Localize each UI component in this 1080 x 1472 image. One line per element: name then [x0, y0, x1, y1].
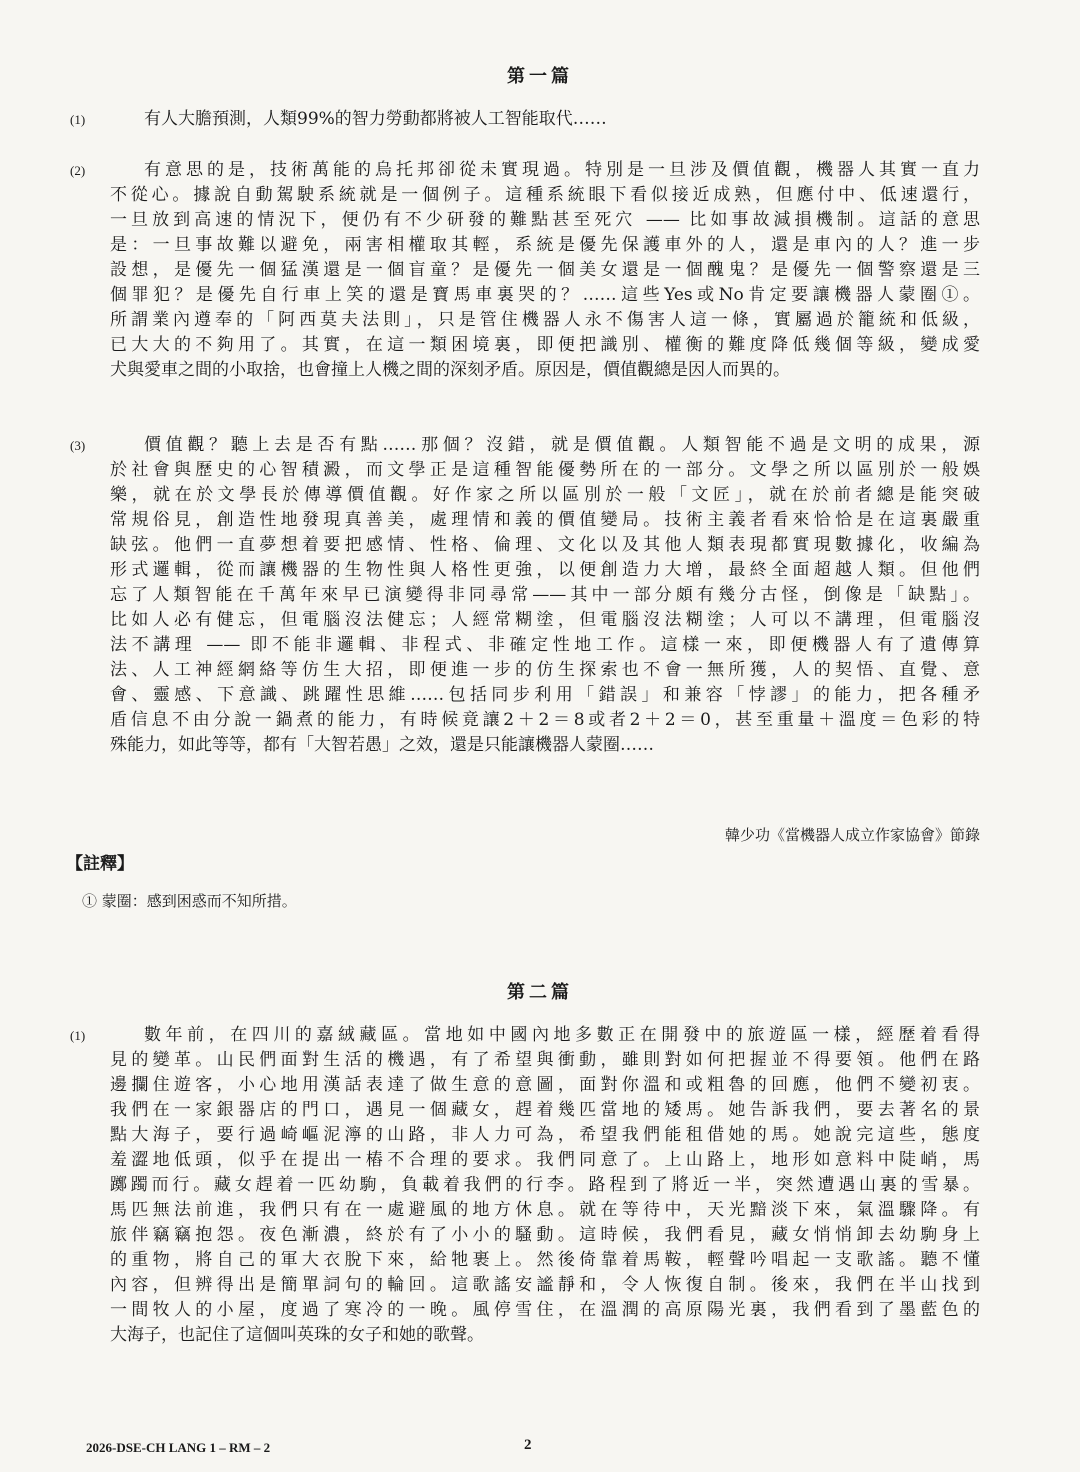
passage1-paragraph-2 — [70, 158, 980, 383]
paragraph-line: 形式邏輯，從而讓機器的生物性與人格性更強，以便創造力大增，最終全面超越人類。但他們 — [110, 560, 980, 580]
note-item: ① 蒙圈：感到困惑而不知所措。 — [82, 892, 297, 910]
paragraph-line: 我們在一家銀器店的門口，遇見一個藏女，趕着幾匹當地的矮馬。她告訴我們，要去著名的景 — [110, 1100, 980, 1120]
paragraph-line: 羞澀地低頭，似乎在提出一樁不合理的要求。我們同意了。上山路上，地形如意料中陡峭，馬 — [110, 1150, 980, 1170]
paragraph-line: 大海子，也記住了這個叫英珠的女子和她的歌聲。 — [110, 1325, 484, 1345]
paragraph-line: 盾信息不由分說一鍋煮的能力，有時候竟讓2＋2＝8或者2＋2＝0，甚至重量＋溫度＝色彩的特 — [110, 710, 980, 730]
passage1-title: 第一篇 — [507, 66, 573, 87]
paragraph-line: 一旦放到高速的情況下，便仍有不少研發的難點甚至死穴 —— 比如事故減損機制。這話的意思 — [110, 210, 980, 230]
paragraph-number: (3) — [70, 438, 86, 453]
paragraph-line: 常規俗見，創造性地發現真善美，處理情和義的價值變局。技術主義者看來恰恰是在這裏嚴重 — [110, 510, 980, 530]
paragraph-line: 內容，但辨得出是簡單詞句的輪回。這歌謠安謐靜和，令人恢復自制。後來，我們在半山找到 — [110, 1275, 980, 1295]
passage1-source: 韓少功《當機器人成立作家協會》節錄 — [724, 826, 980, 844]
paragraph-line: 點大海子，要行過崎嶇泥濘的山路，非人力可為，希望我們能租借她的馬。她說完這些，態度 — [110, 1125, 980, 1145]
paragraph-line: 數年前，在四川的嘉絨藏區。當地如中國內地多數正在開發中的旅遊區一樣，經歷着看得 — [144, 1025, 980, 1045]
paragraph-line: 馬匹無法前進，我們只有在一處避風的地方休息。就在等待中，天光黯淡下來，氣溫驟降。有 — [110, 1200, 980, 1220]
paragraph-line: 價值觀？聽上去是否有點……那個？沒錯，就是價值觀。人類智能不過是文明的成果，源 — [144, 435, 980, 455]
paragraph-line: 缺弦。他們一直夢想着要把感情、性格、倫理、文化以及其他人類表現都實現數據化，收編為 — [110, 535, 980, 555]
notes-title: 【註釋】 — [66, 854, 134, 874]
passage1-paragraph-3 — [70, 433, 980, 758]
paragraph-line: 旅伴竊竊抱怨。夜色漸濃，終於有了小小的騷動。這時候，我們看見，藏女悄悄卸去幼駒身上 — [110, 1225, 980, 1245]
paragraph-line: 見的變革。山民們面對生活的機遇，有了希望與衝動，雖則對如何把握並不得要領。他們在路 — [110, 1050, 980, 1070]
paragraph-line: 一間牧人的小屋，度過了寒冷的一晚。風停雪住，在溫潤的高原陽光裏，我們看到了墨藍色的 — [110, 1300, 980, 1320]
paragraph-line: 於社會與歷史的心智積澱，而文學正是這種智能優勢所在的一部分。文學之所以區別於一般娛 — [110, 460, 980, 480]
page-number: 2 — [524, 1437, 532, 1453]
paragraph-number: (2) — [70, 163, 86, 178]
paragraph-line: 法、人工神經網絡等仿生大招，即便進一步的仿生探索也不會一無所獲，人的契悟、直覺、意 — [110, 660, 980, 680]
paragraph-line: 有意思的是，技術萬能的烏托邦卻從未實現過。特別是一旦涉及價值觀，機器人其實一直力 — [144, 160, 980, 180]
passage2-paragraph-1 — [70, 1023, 980, 1348]
paragraph-line: 殊能力，如此等等，都有「大智若愚」之效，還是只能讓機器人蒙圈…… — [110, 735, 654, 755]
paragraph-line: 犬與愛車之間的小取捨，也會撞上人機之間的深刻矛盾。原因是，價值觀總是因人而異的。 — [110, 360, 790, 380]
exam-code: 2026-DSE-CH LANG 1 – RM – 2 — [86, 1440, 271, 1455]
paragraph-line: 樂，就在於文學長於傳導價值觀。好作家之所以區別於一般「文匠」，就在於前者總是能突破 — [110, 485, 980, 505]
passage1-paragraph-1 — [70, 107, 980, 132]
paragraph-number: (1) — [70, 112, 86, 127]
paragraph-line: 已大大的不夠用了。其實，在這一類困境裏，即便把識別、權衡的難度降低幾個等級，變成愛 — [110, 335, 980, 355]
paragraph-line: 所謂業內遵奉的「阿西莫夫法則」，只是管住機器人永不傷害人這一條，實屬過於籠統和低級， — [110, 310, 980, 330]
paragraph-line: 有人大膽預測，人類99%的智力勞動都將被人工智能取代…… — [144, 109, 607, 129]
paragraph-line: 邊攔住遊客，小心地用漢話表達了做生意的意圖，面對你溫和或粗魯的回應，他們不變初衷。 — [110, 1075, 980, 1095]
paragraph-line: 躑躅而行。藏女趕着一匹幼駒，負載着我們的行李。路程到了將近一半，突然遭遇山裏的雪暴。 — [110, 1175, 980, 1195]
paragraph-line: 是：一旦事故難以避免，兩害相權取其輕，系統是優先保護車外的人，還是車內的人？進一步 — [110, 235, 980, 255]
paragraph-line: 設想，是優先一個猛漢還是一個盲童？是優先一個美女還是一個醜鬼？是優先一個警察還是三 — [110, 260, 980, 280]
paragraph-number: (1) — [70, 1028, 86, 1043]
paragraph-line: 法不講理 —— 即不能非邏輯、非程式、非確定性地工作。這樣一來，即便機器人有了遺傳算 — [110, 635, 980, 655]
paragraph-line: 的重物，將自己的軍大衣脫下來，給牠裹上。然後倚靠着馬鞍，輕聲吟唱起一支歌謠。聽不懂 — [110, 1250, 980, 1270]
paragraph-line: 比如人必有健忘，但電腦沒法健忘；人經常糊塗，但電腦沒法糊塗；人可以不講理，但電腦沒 — [110, 610, 980, 630]
paragraph-line: 會、靈感、下意識、跳躍性思維……包括同步利用「錯誤」和兼容「悖謬」的能力，把各種矛 — [110, 685, 980, 705]
paragraph-line: 不從心。據說自動駕駛系統就是一個例子。這種系統眼下看似接近成熟，但應付中、低速還行， — [110, 185, 980, 205]
passage2-title: 第二篇 — [507, 982, 573, 1003]
paragraph-line: 忘了人類智能在千萬年來早已演變得非同尋常——其中一部分頗有幾分古怪，倒像是「缺點」。 — [110, 585, 980, 605]
paragraph-line: 個罪犯？是優先自行車上笑的還是寶馬車裏哭的？……這些Yes或No肯定要讓機器人蒙圈①。 — [110, 285, 980, 305]
